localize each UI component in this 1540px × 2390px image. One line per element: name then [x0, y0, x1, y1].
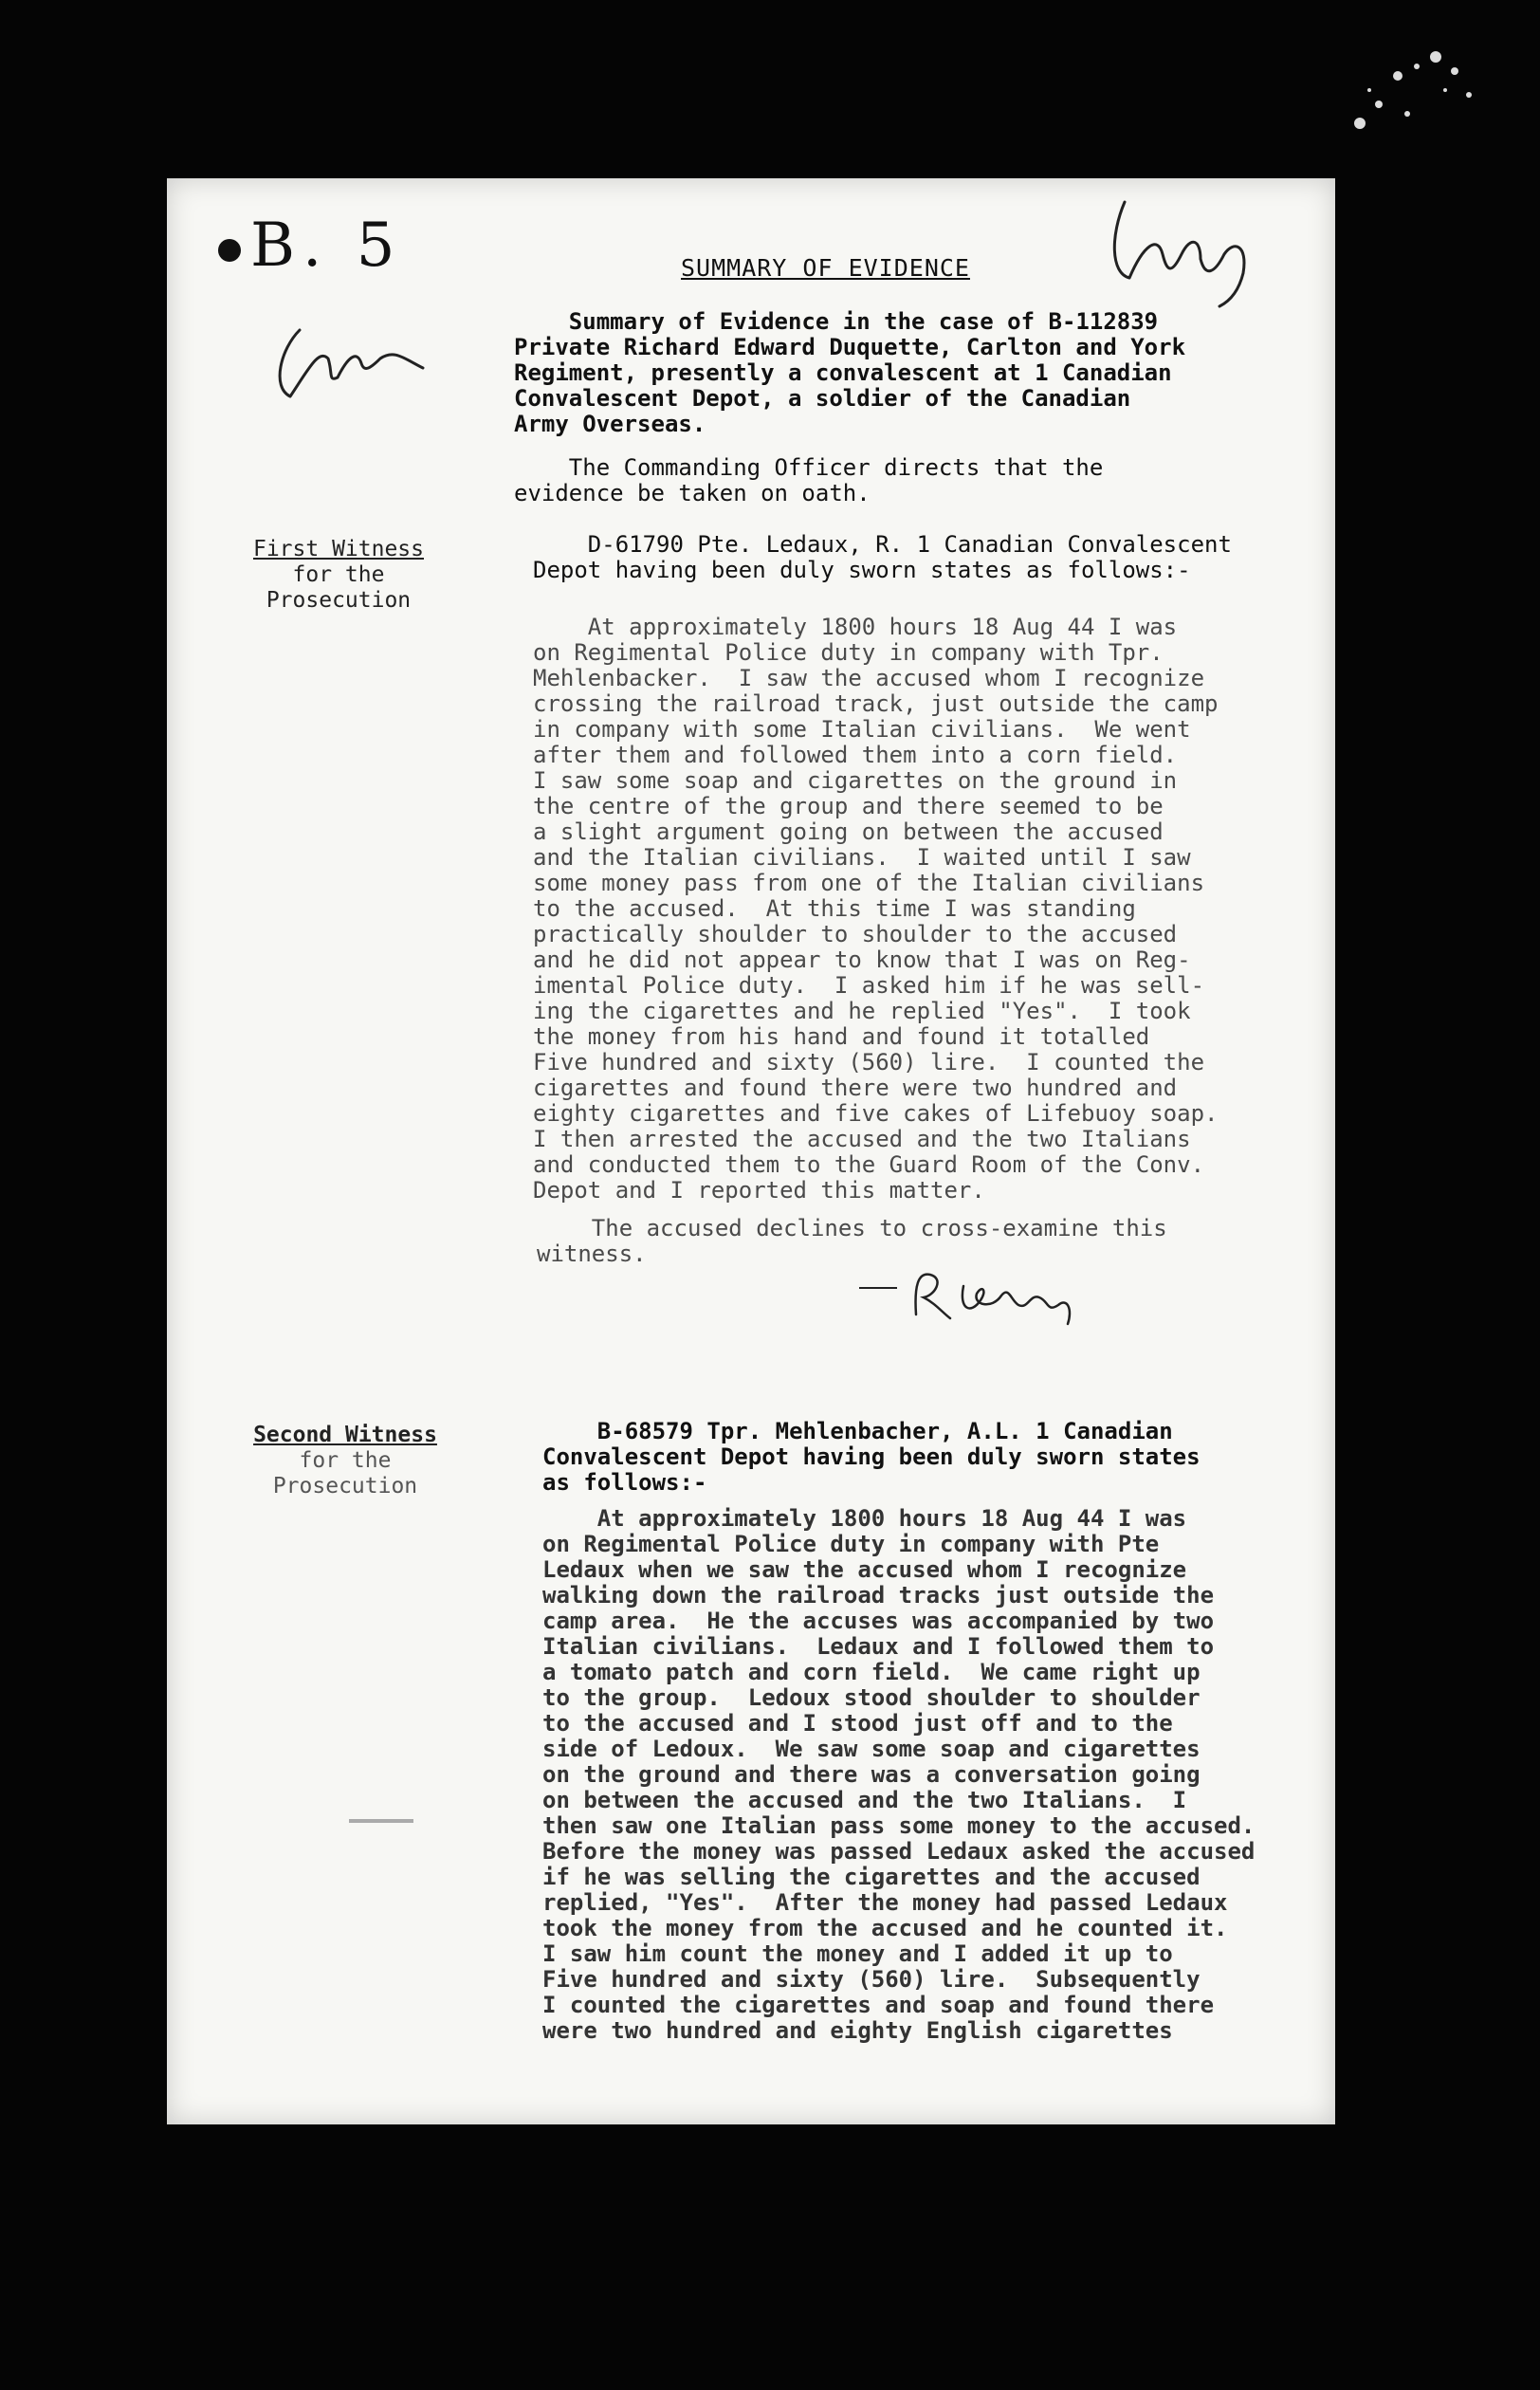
text-line: At approximately 1800 hours 18 Aug 44 I was — [533, 614, 1178, 640]
text-line: crossing the railroad track, just outside the camp — [533, 690, 1219, 717]
oath-direction-paragraph — [514, 455, 1329, 506]
margin-text: Prosecution — [266, 588, 412, 613]
text-line: walking down the railroad tracks just outside the — [542, 1582, 1215, 1609]
text-line: Italian civilians. Ledaux and I followed them to — [542, 1633, 1215, 1660]
text-line: replied, "Yes". After the money had passed Ledaux — [542, 1889, 1228, 1916]
second-witness-intro — [542, 1419, 1329, 1496]
second-witness-label — [241, 1423, 449, 1499]
text-line: Private Richard Edward Duquette, Carlton and York — [514, 334, 1186, 360]
text-line: cigarettes and found there were two hundred and — [533, 1075, 1178, 1101]
second-witness-statement — [542, 1506, 1329, 2044]
text-line: Depot and I reported this matter. — [533, 1177, 985, 1204]
text-line: to the group. Ledoux stood shoulder to shoulder — [542, 1684, 1201, 1711]
text-line: I then arrested the accused and the two Italians — [533, 1126, 1191, 1152]
text-line: the centre of the group and there seemed to be — [533, 793, 1164, 819]
text-line: evidence be taken on oath. — [514, 480, 871, 506]
text-line: eighty cigarettes and five cakes of Lifebuoy soap. — [533, 1100, 1219, 1127]
handwritten-initials-right — [1106, 188, 1267, 311]
text-line: as follows:- — [542, 1469, 707, 1496]
text-line: on between the accused and the two Italians. I — [542, 1787, 1187, 1813]
margin-heading: Second Witness — [253, 1423, 437, 1447]
text-line: a slight argument going on between the accused — [533, 818, 1164, 845]
first-witness-statement — [533, 615, 1329, 1204]
text-line: camp area. He the accuses was accompanied by two — [542, 1608, 1215, 1634]
margin-text: Prosecution — [272, 1474, 418, 1498]
text-line: in company with some Italian civilians. We went — [533, 716, 1191, 743]
text-line: ing the cigarettes and he replied "Yes". I took — [533, 998, 1191, 1024]
first-witness-intro — [533, 532, 1329, 583]
text-line: I saw some soap and cigarettes on the ground in — [533, 767, 1178, 794]
text-line: At approximately 1800 hours 18 Aug 44 I was — [542, 1505, 1187, 1532]
handwritten-initials-left — [262, 292, 432, 406]
text-line: to the accused. At this time I was standing — [533, 895, 1136, 922]
text-line: Five hundred and sixty (560) lire. I counted the — [533, 1049, 1205, 1076]
text-line: and he did not appear to know that I was on Reg- — [533, 947, 1191, 973]
text-line: Depot having been duly sworn states as follows:- — [533, 557, 1191, 583]
text-line: I saw him count the money and I added it up to — [542, 1940, 1173, 1967]
case-summary-paragraph — [514, 309, 1329, 437]
file-reference-mark: B. 5 — [218, 211, 402, 281]
text-line: and conducted them to the Guard Room of the Conv. — [533, 1151, 1205, 1178]
text-line: practically shoulder to shoulder to the accused — [533, 921, 1178, 947]
text-line: Convalescent Depot, a soldier of the Canadian — [514, 385, 1131, 412]
margin-text: for the — [292, 562, 385, 587]
text-line: took the money from the accused and he counted it. — [542, 1915, 1228, 1941]
text-line: on Regimental Police duty in company with Pte — [542, 1531, 1160, 1557]
text-line: Regiment, presently a convalescent at 1 Canadian — [514, 359, 1172, 386]
text-line: if he was selling the cigarettes and the accused — [542, 1864, 1201, 1890]
document-page — [167, 178, 1335, 2124]
text-line: then saw one Italian pass some money to the accused. — [542, 1812, 1256, 1839]
margin-heading: First Witness — [252, 537, 424, 561]
first-witness-label — [239, 537, 438, 614]
text-line: Ledaux when we saw the accused whom I recognize — [542, 1556, 1187, 1583]
text-line: imental Police duty. I asked him if he was sell- — [533, 972, 1205, 999]
text-line: and the Italian civilians. I waited until I saw — [533, 844, 1191, 871]
text-line: Five hundred and sixty (560) lire. Subsequently — [542, 1966, 1201, 1993]
punch-hole-dot — [218, 239, 241, 262]
text-line: on the ground and there was a conversation going — [542, 1761, 1201, 1788]
text-line: witness. — [537, 1241, 647, 1267]
text-line: a tomato patch and corn field. We came right up — [542, 1659, 1201, 1685]
text-line: the money from his hand and found it totalled — [533, 1023, 1150, 1050]
text-line: B-68579 Tpr. Mehlenbacher, A.L. 1 Canadian — [542, 1418, 1173, 1444]
text-line: Convalescent Depot having been duly sworn states — [542, 1443, 1201, 1470]
text-line: side of Ledoux. We saw some soap and cigarettes — [542, 1736, 1201, 1762]
text-line: The accused declines to cross-examine this — [537, 1215, 1167, 1241]
scan-noise-mark — [1341, 38, 1483, 142]
text-line: Mehlenbacker. I saw the accused whom I recognize — [533, 665, 1205, 691]
witness-signature — [859, 1258, 1087, 1333]
text-line: I counted the cigarettes and soap and found there — [542, 1992, 1215, 2018]
margin-dash-mark — [349, 1819, 413, 1823]
text-line: after them and followed them into a corn field. — [533, 742, 1178, 768]
text-line: Before the money was passed Ledaux asked the accused — [542, 1838, 1256, 1865]
text-line: on Regimental Police duty in company with Tpr. — [533, 639, 1164, 666]
margin-text: for the — [299, 1448, 392, 1473]
text-line: D-61790 Pte. Ledaux, R. 1 Canadian Convalescent — [533, 531, 1232, 558]
text-line: were two hundred and eighty English cigarettes — [542, 2017, 1173, 2044]
text-line: to the accused and I stood just off and to the — [542, 1710, 1173, 1737]
text-line: some money pass from one of the Italian civilians — [533, 870, 1205, 896]
document-title: SUMMARY OF EVIDENCE — [681, 254, 970, 282]
text-line: Army Overseas. — [514, 411, 706, 437]
text-line: Summary of Evidence in the case of B-112839 — [514, 308, 1159, 335]
text-line: The Commanding Officer directs that the — [514, 454, 1104, 481]
